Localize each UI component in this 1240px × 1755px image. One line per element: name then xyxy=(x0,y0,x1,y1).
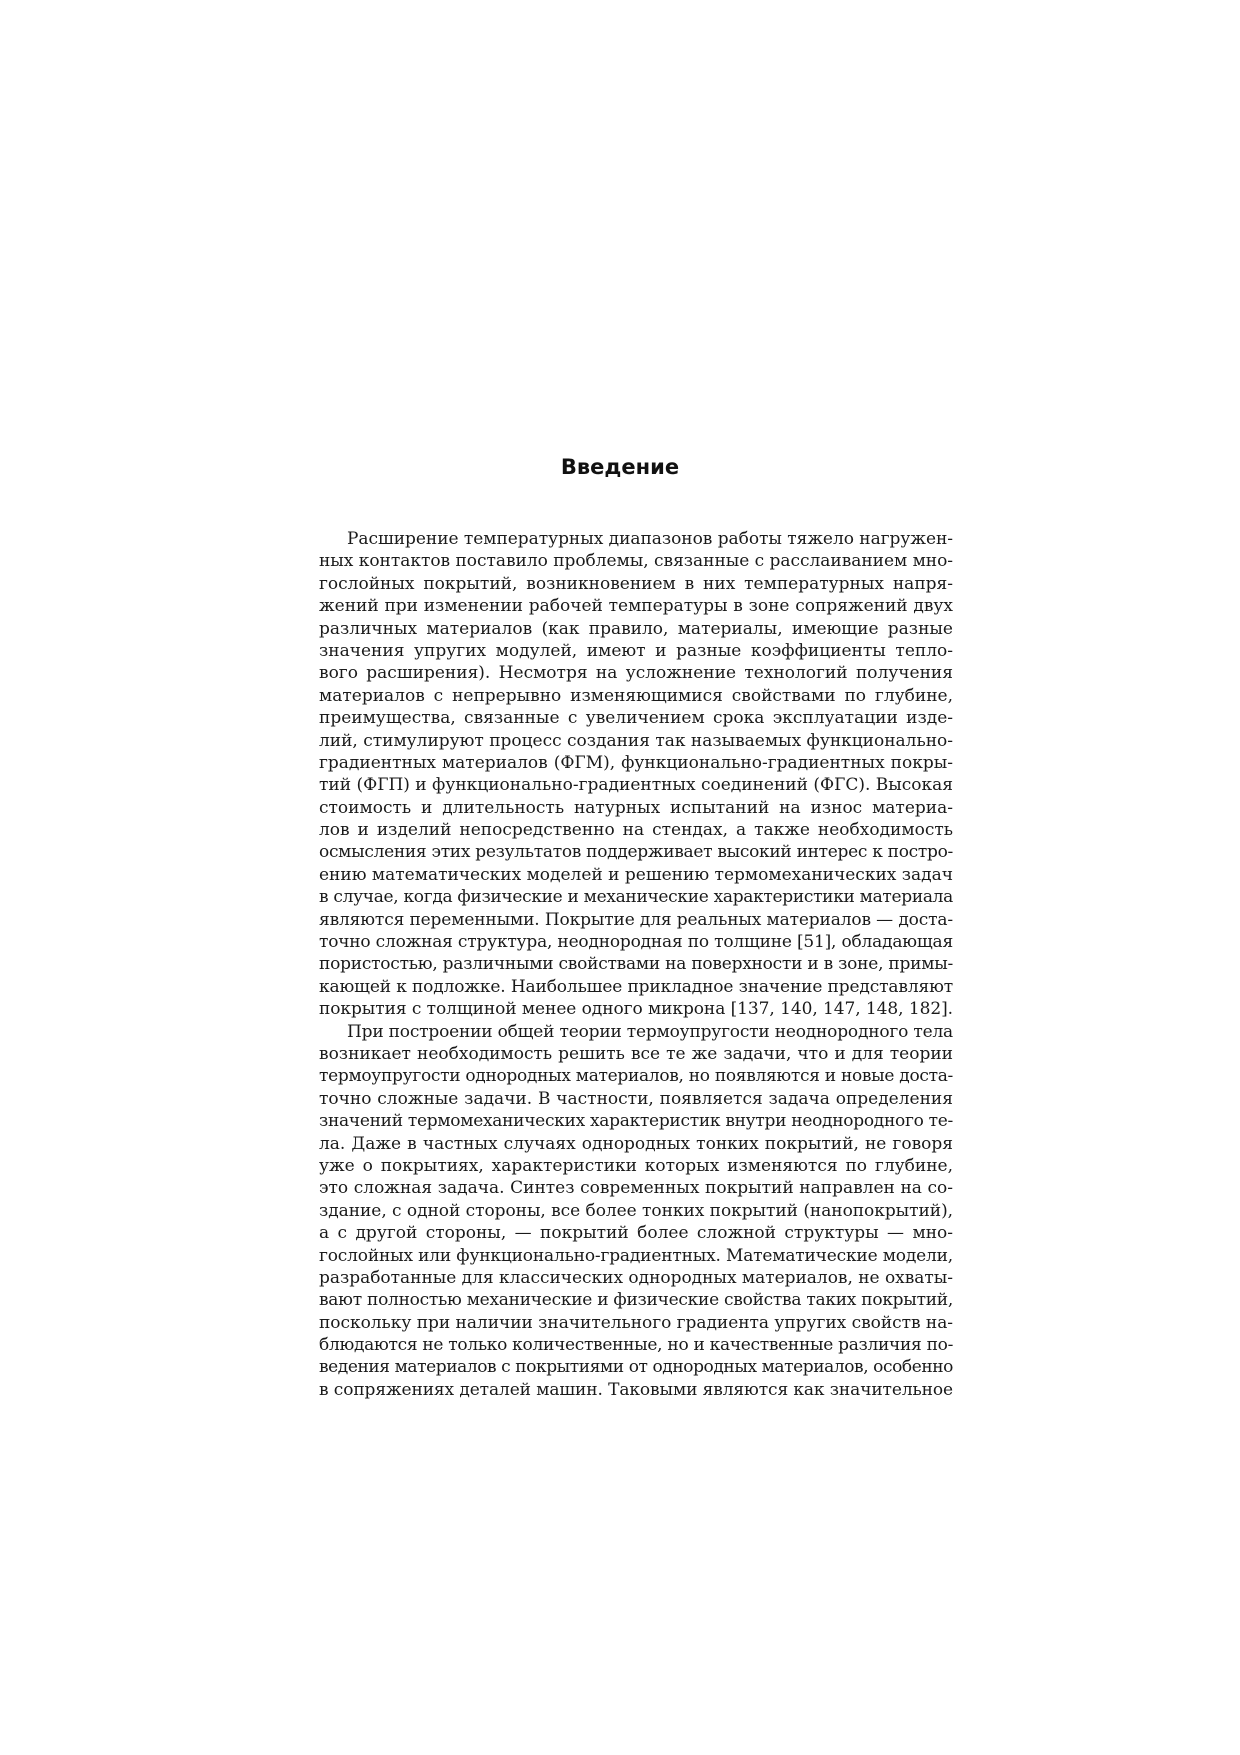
text-line: преимущества, связанные с увеличением срока эксплуатации изде- xyxy=(319,708,954,729)
text-line: лий, стимулируют процесс создания так называемых функционально- xyxy=(319,730,953,751)
text-line: значений термомеханических характеристик внутри неоднородного те- xyxy=(319,1111,953,1132)
text-line: гослойных покрытий, возникновением в них температурных напря- xyxy=(319,573,953,594)
text-line: стоимость и длительность натурных испытаний на износ материа- xyxy=(319,797,953,818)
page-title: Введение xyxy=(560,455,680,479)
text-line: значения упругих модулей, имеют и разные коэффициенты тепло- xyxy=(319,640,953,661)
text-line: Расширение температурных диапазонов работы тяжело нагружен- xyxy=(347,529,953,549)
text-line: вого расширения). Несмотря на усложнение технологий получения xyxy=(319,663,953,684)
text-line: пористостью, различными свойствами на поверхности и в зоне, примы- xyxy=(319,954,954,975)
text-line: При построении общей теории термоупругости неоднородного тела xyxy=(347,1021,953,1042)
text-line: тий (ФГП) и функционально-градиентных соединений (ФГС). Высокая xyxy=(319,775,954,796)
text-line: лов и изделий непосредственно на стендах, а также необходимость xyxy=(319,820,954,841)
text-line: блюдаются не только количественные, но и качественные различия по- xyxy=(319,1335,954,1356)
body-text xyxy=(319,528,953,1401)
text-line: точно сложная структура, неоднородная по толщине [51], обладающая xyxy=(319,932,953,953)
text-line: гослойных или функционально-градиентных. Математические модели, xyxy=(319,1245,954,1266)
paragraph-1 xyxy=(319,528,953,1021)
text-line: ла. Даже в частных случаях однородных тонких покрытий, не говоря xyxy=(319,1133,953,1154)
text-line: точно сложные задачи. В частности, появляется задача определения xyxy=(319,1088,953,1109)
text-line: вают полностью механические и физические свойства таких покрытий, xyxy=(319,1290,953,1311)
text-line: покрытия с толщиной менее одного микрона [137, 140, 147, 148, 182]. xyxy=(319,999,953,1020)
text-line: здание, с одной стороны, все более тонких покрытий (нанопокрытий), xyxy=(319,1200,954,1221)
text-line: различных материалов (как правило, материалы, имеющие разные xyxy=(319,618,953,639)
text-line: разработанные для классических однородных материалов, не охваты- xyxy=(319,1267,954,1288)
text-line: кающей к подложке. Наибольшее прикладное значение представляют xyxy=(319,976,953,997)
text-line: уже о покрытиях, характеристики которых изменяются по глубине, xyxy=(319,1155,953,1176)
text-line: ных контактов поставило проблемы, связанные с расслаиванием мно- xyxy=(319,551,954,572)
text-line: осмысления этих результатов поддерживает высокий интерес к постро- xyxy=(319,842,953,863)
text-line: материалов с непрерывно изменяющимися свойствами по глубине, xyxy=(319,685,953,706)
text-line: являются переменными. Покрытие для реальных материалов — доста- xyxy=(319,909,953,930)
text-line: ению математических моделей и решению термомеханических задач xyxy=(319,864,953,885)
paragraph-2 xyxy=(319,1021,953,1402)
text-line: ведения материалов с покрытиями от однородных материалов, особенно xyxy=(319,1357,954,1378)
text-line: поскольку при наличии значительного градиента упругих свойств на- xyxy=(319,1312,954,1333)
text-line: градиентных материалов (ФГМ), функционально-градиентных покры- xyxy=(319,752,953,773)
text-line: в случае, когда физические и механические характеристики материала xyxy=(319,887,954,908)
text-line: возникает необходимость решить все те же задачи, что и для теории xyxy=(319,1043,953,1064)
text-line: это сложная задача. Синтез современных покрытий направлен на со- xyxy=(319,1178,953,1199)
text-line: в сопряжениях деталей машин. Таковыми являются как значительное xyxy=(319,1379,953,1400)
text-line: а с другой стороны, — покрытий более сложной структуры — мно- xyxy=(319,1223,953,1244)
text-line: термоупругости однородных материалов, но появляются и новые доста- xyxy=(319,1066,953,1087)
text-line: жений при изменении рабочей температуры в зоне сопряжений двух xyxy=(319,596,954,617)
